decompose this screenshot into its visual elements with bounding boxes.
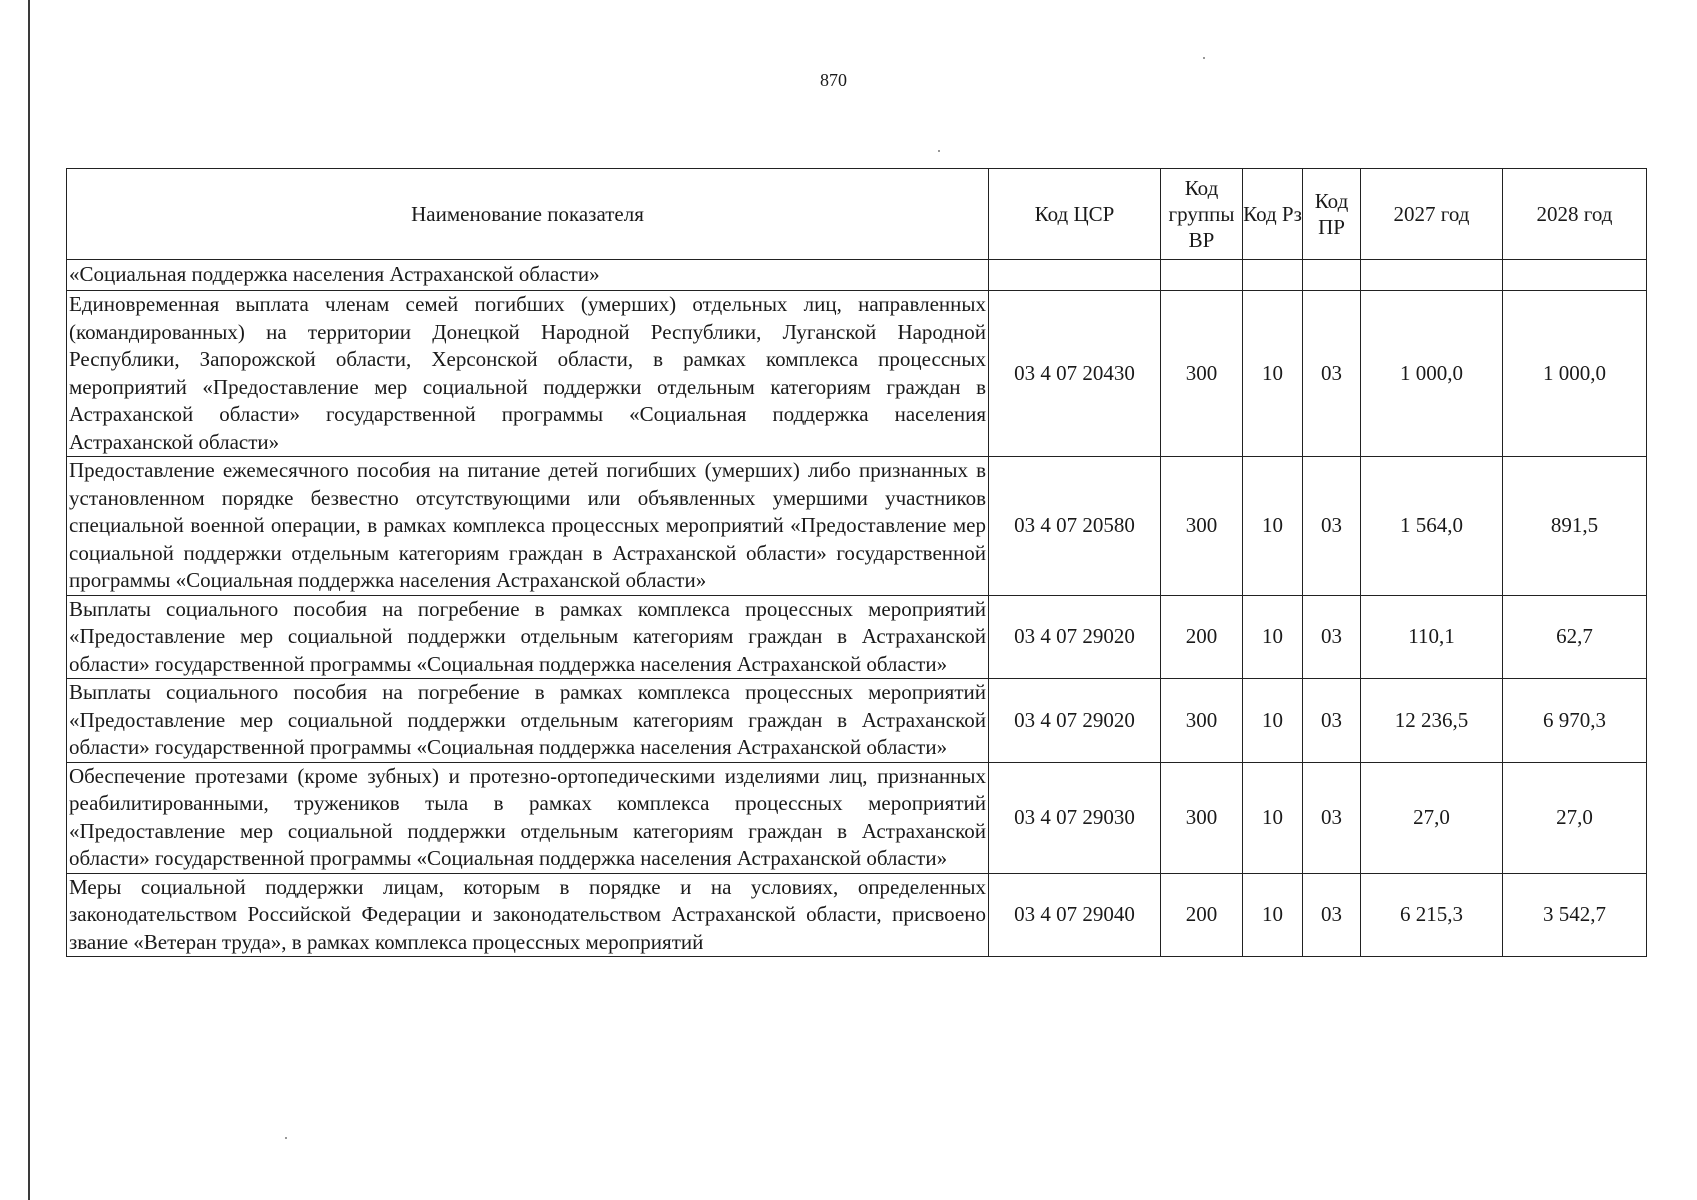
table-row xyxy=(67,291,1647,457)
row-name: Меры социальной поддержки лицам, которым в порядке и на условиях, определенных законодательством Российской Федерации и законодательством Астраханской области, присвоено звание «Ветеран труда», в рамках комплекса процессных мероприятий xyxy=(67,873,989,957)
page-number: 870 xyxy=(820,70,847,90)
row-vr: 300 xyxy=(1161,762,1243,873)
header-2027: 2027 год xyxy=(1361,169,1503,260)
continuation-text: «Социальная поддержка населения Астраханской области» xyxy=(67,260,989,291)
row-rz: 10 xyxy=(1243,291,1303,457)
table-row-continuation xyxy=(67,260,1647,291)
row-2028: 891,5 xyxy=(1503,457,1647,596)
table-row xyxy=(67,873,1647,957)
row-vr: 300 xyxy=(1161,291,1243,457)
row-2028: 27,0 xyxy=(1503,762,1647,873)
row-rz: 10 xyxy=(1243,679,1303,763)
header-2028: 2028 год xyxy=(1503,169,1647,260)
row-csr: 03 4 07 20580 xyxy=(989,457,1161,596)
table-row xyxy=(67,762,1647,873)
header-vr: Код группы ВР xyxy=(1161,169,1243,260)
row-2027: 1 564,0 xyxy=(1361,457,1503,596)
empty-cell xyxy=(1161,260,1243,291)
row-csr: 03 4 07 29030 xyxy=(989,762,1161,873)
budget-table xyxy=(66,168,1647,957)
row-2027: 6 215,3 xyxy=(1361,873,1503,957)
row-vr: 300 xyxy=(1161,679,1243,763)
row-name: Выплаты социального пособия на погребение в рамках комплекса процессных мероприятий «Предоставление мер социальной поддержки отдельным категориям граждан в Астраханской области» государственной программы «Социальная поддержка населения Астраханской области» xyxy=(67,679,989,763)
row-pr: 03 xyxy=(1303,762,1361,873)
row-csr: 03 4 07 29020 xyxy=(989,679,1161,763)
scan-speck xyxy=(938,150,940,152)
row-vr: 300 xyxy=(1161,457,1243,596)
row-vr: 200 xyxy=(1161,873,1243,957)
row-pr: 03 xyxy=(1303,873,1361,957)
empty-cell xyxy=(1361,260,1503,291)
header-name: Наименование показателя xyxy=(67,169,989,260)
empty-cell xyxy=(1503,260,1647,291)
scan-speck xyxy=(1203,57,1205,59)
row-vr: 200 xyxy=(1161,595,1243,679)
row-pr: 03 xyxy=(1303,291,1361,457)
row-rz: 10 xyxy=(1243,762,1303,873)
row-name: Единовременная выплата членам семей погибших (умерших) отдельных лиц, направленных (командированных) на территории Донецкой Народной Республики, Луганской Народной Республики, Запорожской области, Херсонской области, в рамках комплекса процессных мероприятий «Предоставление мер социальной поддержки отдельным категориям граждан в Астраханской области» государственной программы «Социальная поддержка населения Астраханской области» xyxy=(67,291,989,457)
row-2028: 6 970,3 xyxy=(1503,679,1647,763)
empty-cell xyxy=(1243,260,1303,291)
row-2028: 62,7 xyxy=(1503,595,1647,679)
row-2027: 1 000,0 xyxy=(1361,291,1503,457)
header-rz: Код Рз xyxy=(1243,169,1303,260)
row-csr: 03 4 07 20430 xyxy=(989,291,1161,457)
scan-speck xyxy=(285,1137,287,1139)
row-2027: 12 236,5 xyxy=(1361,679,1503,763)
row-rz: 10 xyxy=(1243,873,1303,957)
binding-margin-line xyxy=(28,0,30,1200)
row-2028: 3 542,7 xyxy=(1503,873,1647,957)
row-name: Выплаты социального пособия на погребение в рамках комплекса процессных мероприятий «Предоставление мер социальной поддержки отдельным категориям граждан в Астраханской области» государственной программы «Социальная поддержка населения Астраханской области» xyxy=(67,595,989,679)
row-name: Обеспечение протезами (кроме зубных) и протезно-ортопедическими изделиями лиц, признанных реабилитированными, тружеников тыла в рамках комплекса процессных мероприятий «Предоставление мер социальной поддержки отдельным категориям граждан в Астраханской области» государственной программы «Социальная поддержка населения Астраханской области» xyxy=(67,762,989,873)
table-header-row xyxy=(67,169,1647,260)
row-name: Предоставление ежемесячного пособия на питание детей погибших (умерших) либо признанных в установленном порядке безвестно отсутствующими или объявленных умершими участников специальной военной операции, в рамках комплекса процессных мероприятий «Предоставление мер социальной поддержки отдельным категориям граждан в Астраханской области» государственной программы «Социальная поддержка населения Астраханской области» xyxy=(67,457,989,596)
row-csr: 03 4 07 29020 xyxy=(989,595,1161,679)
header-csr: Код ЦСР xyxy=(989,169,1161,260)
row-rz: 10 xyxy=(1243,595,1303,679)
header-pr: Код ПР xyxy=(1303,169,1361,260)
row-csr: 03 4 07 29040 xyxy=(989,873,1161,957)
row-pr: 03 xyxy=(1303,457,1361,596)
table-row xyxy=(67,457,1647,596)
row-2027: 27,0 xyxy=(1361,762,1503,873)
row-2028: 1 000,0 xyxy=(1503,291,1647,457)
row-pr: 03 xyxy=(1303,679,1361,763)
empty-cell xyxy=(989,260,1161,291)
row-pr: 03 xyxy=(1303,595,1361,679)
empty-cell xyxy=(1303,260,1361,291)
row-rz: 10 xyxy=(1243,457,1303,596)
table-row xyxy=(67,595,1647,679)
row-2027: 110,1 xyxy=(1361,595,1503,679)
table-row xyxy=(67,679,1647,763)
